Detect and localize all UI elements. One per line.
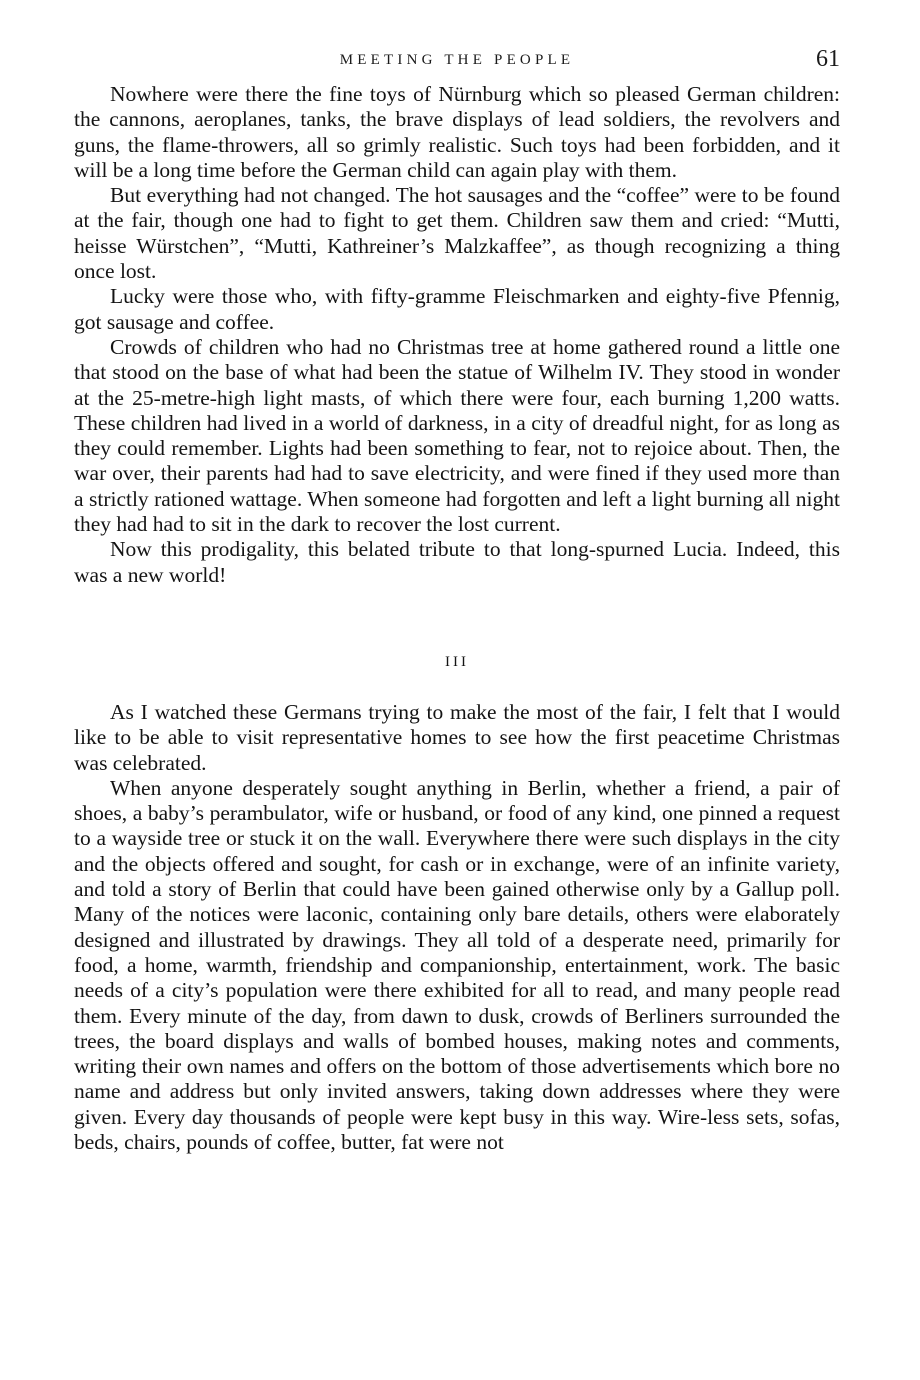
section-fair xyxy=(74,82,840,588)
paragraph-lights: Crowds of children who had no Christmas tree at home gathered round a little one that stood on the base of what had been the statue of Wilhelm IV. They stood in wonder at the 25-metre-high light masts, of which there were four, each burning 1,200 watts. These children had lived in a world of darkness, in a city of dreadful night, for as long as they could remember. Lights had been something to fear, not to rejoice about. Then, the war over, their parents had had to save electricity, and were fined if they used more than a strictly rationed wattage. When someone had forgotten and left a light burning all night they had had to sit in the dark to recover the lost current. xyxy=(74,334,840,537)
paragraph-homes: As I watched these Germans trying to make the most of the fair, I felt that I would like to be able to visit representative homes to see how the first peacetime Christmas was celebrated. xyxy=(74,699,840,775)
paragraph-wayside-notices: When anyone desperately sought anything in Berlin, whether a friend, a pair of shoes, a baby’s perambulator, wife or husband, or food of any kind, one pinned a request to a wayside tree or stuck it on the wall. Everywhere there were such displays in the city and the objects offered and sought, for cash or in exchange, were of an infinite variety, and told a story of Berlin that could have been gained otherwise only by a Gallup poll. Many of the notices were laconic, containing only bare details, others were elaborately designed and illustrated by drawings. They all told of a desperate need, primarily for food, a home, warmth, friendship and companionship, entertainment, work. The basic needs of a city’s population were there exhibited for all to read, and many people read them. Every minute of the day, from dawn to dusk, crowds of Berliners surrounded the trees, the board displays and walls of bombed houses, making notes and comments, writing their own names and offers on the bottom of those advertisements which bore no name and address but only invited answers, taking down addresses where they were given. Every day thousands of people were kept busy in this way. Wire-less sets, sofas, beds, chairs, pounds of coffee, butter, fat were not xyxy=(74,775,840,1154)
running-title: MEETING THE PEOPLE xyxy=(339,52,575,68)
running-head xyxy=(74,46,840,76)
section-notices xyxy=(74,700,840,1155)
paragraph-new-world: Now this prodigality, this belated tribute to that long-spurned Lucia. Indeed, this was a new world! xyxy=(74,537,840,587)
section-heading: III xyxy=(445,653,469,670)
paragraph-sausages: But everything had not changed. The hot sausages and the “coffee” were to be found at the fair, though one had to fight to get them. Children saw them and cried: “Mutti, heisse Würstchen”, “Mutti, Kathreiner’s Malzkaffee”, as though recognizing a thing once lost. xyxy=(74,183,840,284)
page-number: 61 xyxy=(816,46,840,72)
book-page xyxy=(74,46,840,1155)
paragraph-lucky: Lucky were those who, with fifty-gramme Fleischmarken and eighty-five Pfennig, got sausage and coffee. xyxy=(74,284,840,334)
paragraph-toys: Nowhere were there the fine toys of Nürnburg which so pleased German children: the cannons, aeroplanes, tanks, the brave displays of lead soldiers, the revolvers and guns, the flame-throwers, all so grimly realistic. Such toys had been forbidden, and it will be a long time before the German child can again play with them. xyxy=(74,82,840,182)
